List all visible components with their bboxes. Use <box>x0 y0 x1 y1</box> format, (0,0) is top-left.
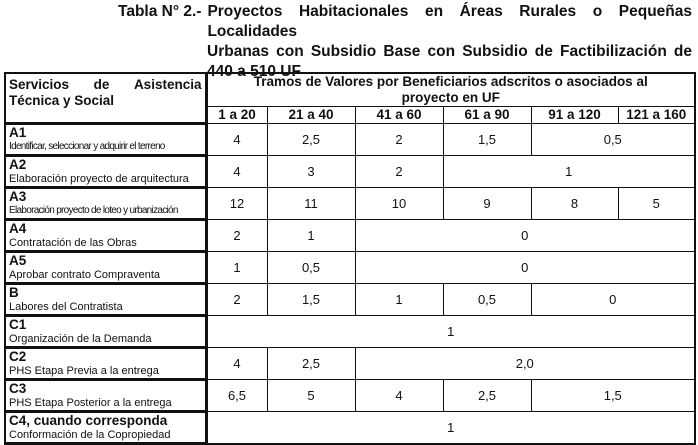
range-header: 61 a 90 <box>443 107 531 124</box>
value-cell: 9 <box>443 188 531 220</box>
service-code: C2 <box>9 349 27 364</box>
value-cell: 4 <box>206 348 267 380</box>
title-rest: Urbanas con Subsidio Base con Subsidio de Factibilización de 440 a 510 UF <box>207 43 692 80</box>
value-cell: 4 <box>206 156 267 188</box>
value-cell: 3 <box>267 156 355 188</box>
table-row <box>5 284 695 316</box>
service-cell <box>5 220 206 252</box>
table-title <box>118 2 692 82</box>
value-cell: 0,5 <box>531 124 695 156</box>
title-prefix: Tabla N° 2.- <box>118 3 202 20</box>
service-description: Organización de la Demanda <box>9 333 152 345</box>
value-cell: 5 <box>618 188 695 220</box>
tramos-header: Tramos de Valores por Beneficiarios adscritos o asociados al proyecto en UF <box>206 73 695 107</box>
value-cell: 2,5 <box>267 124 355 156</box>
service-description: Conformación de la Copropiedad <box>9 429 171 441</box>
value-cell: 2 <box>206 220 267 252</box>
value-cell: 0 <box>531 284 695 316</box>
value-cell: 10 <box>355 188 443 220</box>
value-cell: 6,5 <box>206 380 267 412</box>
service-cell <box>5 188 206 220</box>
service-cell <box>5 252 206 284</box>
service-code: A1 <box>9 125 27 140</box>
range-header: 41 a 60 <box>355 107 443 124</box>
value-cell: 0,5 <box>267 252 355 284</box>
range-header: 121 a 160 <box>618 107 695 124</box>
service-cell <box>5 124 206 156</box>
service-cell <box>5 348 206 380</box>
service-description: PHS Etapa Posterior a la entrega <box>9 397 172 409</box>
service-description: Labores del Contratista <box>9 301 123 313</box>
table-row <box>5 220 695 252</box>
value-cell: 1,5 <box>531 380 695 412</box>
table-row <box>5 124 695 156</box>
value-cell: 2,0 <box>355 348 695 380</box>
service-description: PHS Etapa Previa a la entrega <box>9 365 159 377</box>
table-row <box>5 156 695 188</box>
subsidy-table <box>4 72 696 445</box>
value-cell: 8 <box>531 188 618 220</box>
value-cell: 12 <box>206 188 267 220</box>
service-code: A5 <box>9 253 27 268</box>
table-row <box>5 380 695 412</box>
value-cell: 2 <box>355 156 443 188</box>
value-cell: 0 <box>355 252 695 284</box>
service-cell <box>5 284 206 316</box>
service-cell <box>5 412 206 444</box>
title-line1: Proyectos Habitacionales en Áreas Rurales o Pequeñas Localidades <box>207 3 692 40</box>
service-cell <box>5 316 206 348</box>
value-cell: 11 <box>267 188 355 220</box>
service-description: Contratación de las Obras <box>9 237 137 249</box>
table-row <box>5 252 695 284</box>
range-header: 91 a 120 <box>531 107 618 124</box>
range-header: 1 a 20 <box>206 107 267 124</box>
value-cell: 4 <box>355 380 443 412</box>
table-row <box>5 348 695 380</box>
service-cell <box>5 380 206 412</box>
table-row <box>5 316 695 348</box>
service-code: C3 <box>9 381 27 396</box>
range-header: 21 a 40 <box>267 107 355 124</box>
service-code: B <box>9 285 19 300</box>
services-header <box>5 73 206 124</box>
table-row <box>5 188 695 220</box>
value-cell: 5 <box>267 380 355 412</box>
service-code: A2 <box>9 157 27 172</box>
value-cell: 1 <box>206 316 695 348</box>
table-row <box>5 412 695 444</box>
value-cell: 4 <box>206 124 267 156</box>
service-code: A3 <box>9 189 27 204</box>
services-header-word: de <box>93 77 110 92</box>
value-cell: 0,5 <box>443 284 531 316</box>
value-cell: 1,5 <box>443 124 531 156</box>
service-description: Identificar, seleccionar y adquirir el terreno <box>9 141 165 152</box>
services-header-word: Servicios <box>9 77 70 92</box>
value-cell: 1 <box>355 284 443 316</box>
service-code: C4, cuando corresponda <box>9 413 168 428</box>
value-cell: 1 <box>267 220 355 252</box>
services-header-line2: Técnica y Social <box>9 93 115 108</box>
value-cell: 1 <box>443 156 695 188</box>
service-code: A4 <box>9 221 27 236</box>
value-cell: 0 <box>355 220 695 252</box>
value-cell: 2,5 <box>443 380 531 412</box>
value-cell: 1 <box>206 252 267 284</box>
value-cell: 2 <box>206 284 267 316</box>
value-cell: 2,5 <box>267 348 355 380</box>
service-description: Aprobar contrato Compraventa <box>9 269 161 281</box>
value-cell: 1 <box>206 412 695 444</box>
value-cell: 2 <box>355 124 443 156</box>
service-cell <box>5 156 206 188</box>
service-description: Elaboración proyecto de arquitectura <box>9 173 189 185</box>
service-description: Elaboración proyecto de loteo y urbanización <box>9 205 178 216</box>
services-header-word: Asistencia <box>133 77 202 92</box>
value-cell: 1,5 <box>267 284 355 316</box>
service-code: C1 <box>9 317 27 332</box>
